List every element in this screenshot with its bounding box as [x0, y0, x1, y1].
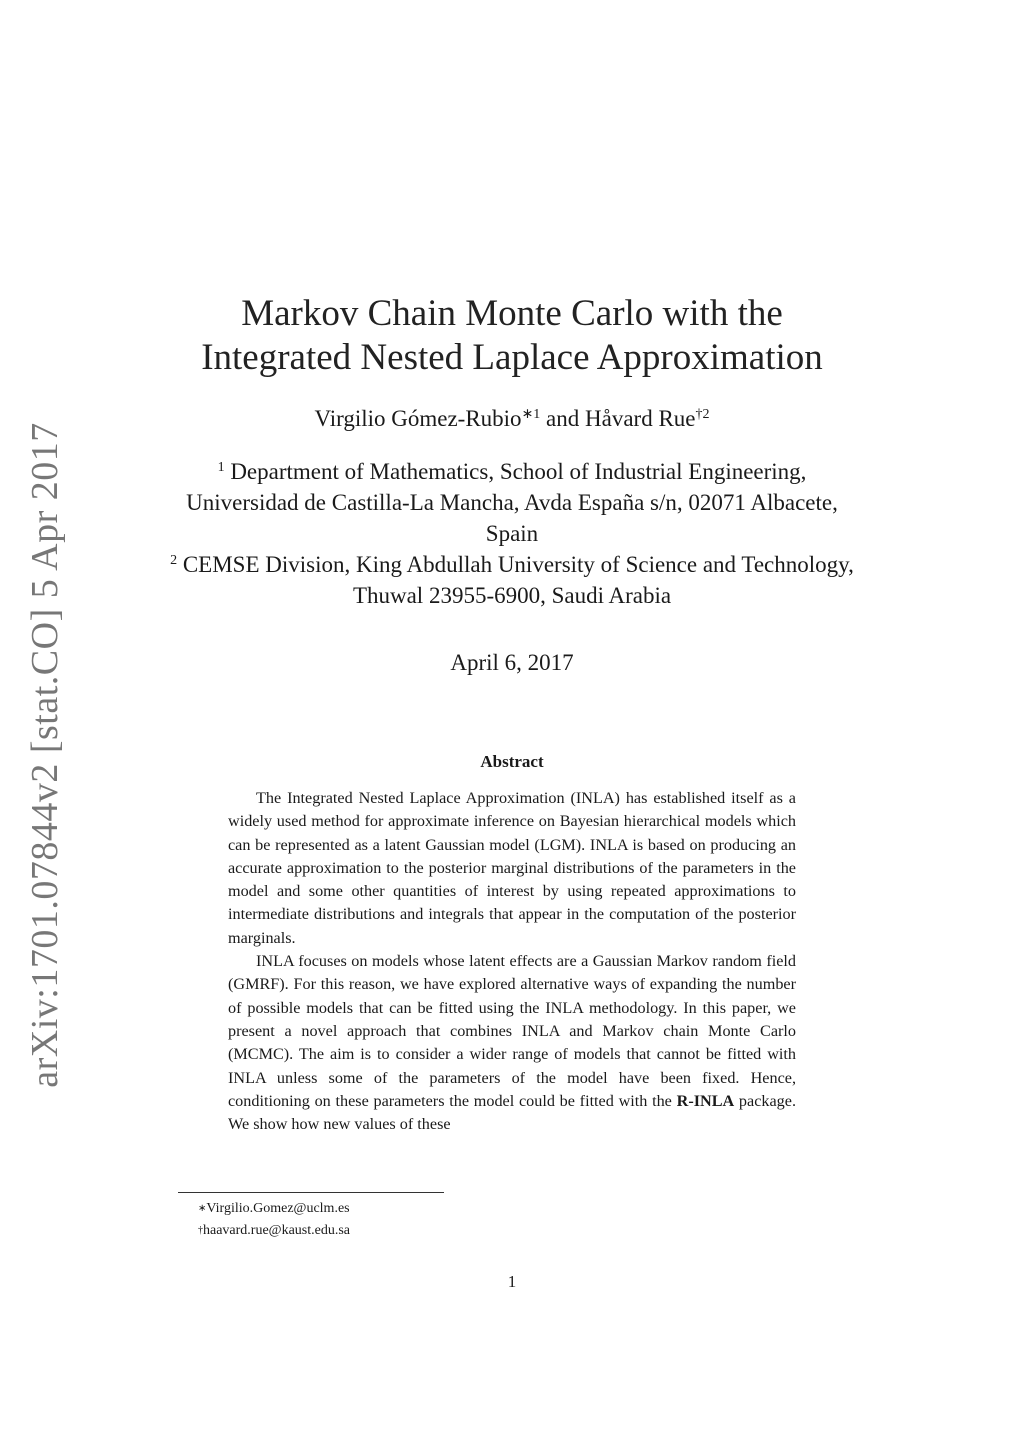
footnote-1-mark: ∗ [198, 1203, 207, 1214]
footnote-2 [198, 1220, 350, 1242]
title-line-1: Markov Chain Monte Carlo with the [241, 293, 783, 334]
abstract-heading: Abstract [480, 752, 544, 771]
abstract-paragraph-2 [228, 950, 796, 1136]
arxiv-identifier-stamp: arXiv:1701.07844v2 [stat.CO] 5 Apr 2017 [24, 422, 66, 1088]
author-conjunction: and [540, 406, 586, 431]
package-name: R-INLA [676, 1091, 735, 1110]
abstract-paragraph-2-tail: package. We show how new values of these [228, 1091, 796, 1134]
author-name-1: Virgilio Gómez-Rubio [314, 406, 522, 431]
footnote-1 [198, 1198, 350, 1220]
author-2-marks: †2 [695, 407, 710, 422]
footnote-1-email: Virgilio.Gomez@uclm.es [206, 1201, 350, 1216]
affiliation-2-mark: 2 [170, 553, 178, 568]
footnote-2-mark: † [198, 1225, 203, 1236]
footnote-divider [178, 1192, 444, 1193]
abstract-body [228, 787, 796, 1136]
author-name-2: Håvard Rue [585, 406, 696, 431]
abstract-paragraph-2-text: INLA focuses on models whose latent effects are a Gaussian Markov random field (GMRF). For this reason, we have explored alternative ways of expanding the number of possible models that can be fitted using the INLA methodology. In this paper, we present a novel approach that combines INLA and Markov chain Monte Carlo (MCMC). The aim is to consider a wider range of models that cannot be fitted with INLA unless some of the parameters of the model have been fixed. Hence, conditioning on these parameters the model could be fitted with the [228, 952, 796, 1110]
affiliation-1-text: Department of Mathematics, School of Industrial Engineering, Universidad de Castilla-La Mancha, Avda España s/n, 02071 Albacete, Spain [186, 459, 838, 546]
footnote-2-email: haavard.rue@kaust.edu.sa [203, 1223, 350, 1238]
affiliation-2 [160, 549, 864, 611]
author-1-marks: ∗1 [521, 407, 541, 422]
affiliations [160, 456, 864, 611]
page-number: 1 [507, 1272, 517, 1291]
affiliation-2-text: CEMSE Division, King Abdullah University of Science and Technology, Thuwal 23955-6900, Saudi Arabia [182, 552, 854, 608]
paper-title [0, 292, 1024, 380]
abstract-paragraph-1: The Integrated Nested Laplace Approximation (INLA) has established itself as a widely used method for approximate inference on Bayesian hierarchical models which can be represented as a latent Gaussian model (LGM). INLA is based on producing an accurate approximation to the posterior marginal distributions of the parameters in the model and some other quantities of interest by using repeated approximations to intermediate distributions and integrals that appear in the computation of the posterior marginals. [228, 789, 796, 947]
publication-date: April 6, 2017 [450, 650, 574, 675]
title-line-2: Integrated Nested Laplace Approximation [201, 337, 823, 378]
affiliation-1-mark: 1 [217, 460, 225, 475]
author-list [0, 404, 1024, 434]
footnotes [198, 1198, 350, 1242]
affiliation-1 [160, 456, 864, 549]
